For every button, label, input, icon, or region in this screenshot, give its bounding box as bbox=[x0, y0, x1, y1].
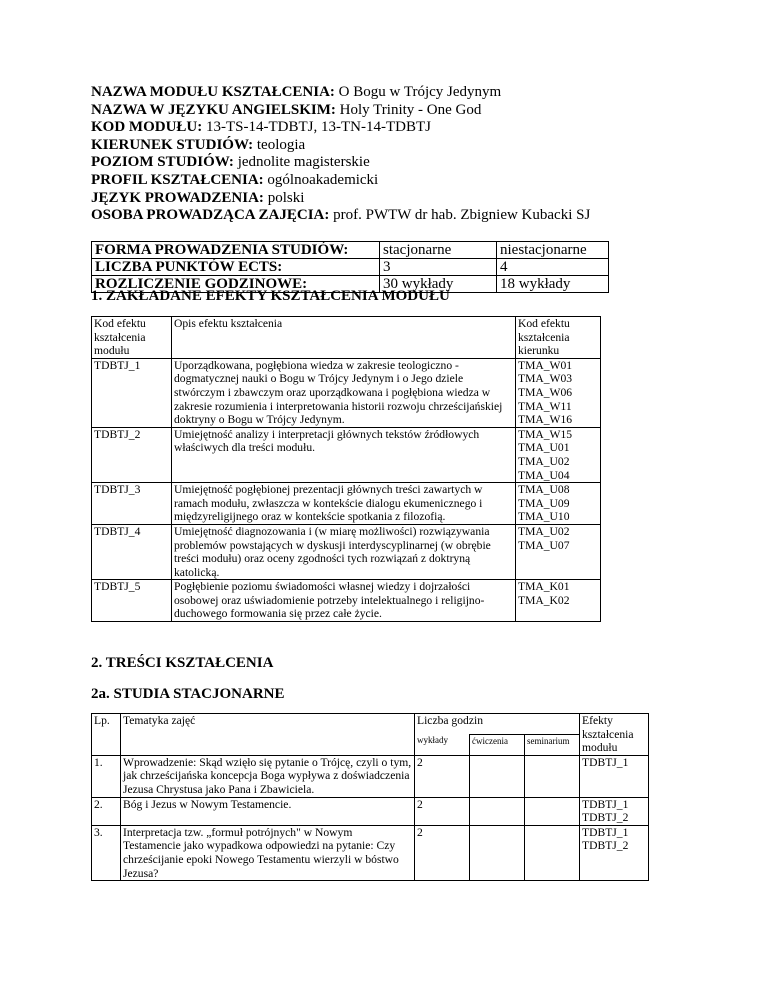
topic: Wprowadzenie: Skąd wzięło się pytanie o Trójcę, czyli o tym, jak chrześcijańska koncepcja Boga wypływa z doświadczenia Jezusa Chrystusa jako Pana i Zbawiciela. bbox=[121, 755, 415, 797]
topic: Bóg i Jezus w Nowym Testamencie. bbox=[121, 797, 415, 825]
program-codes: TMA_W01 TMA_W03 TMA_W06 TMA_W11 TMA_W16 bbox=[516, 358, 601, 427]
cell: stacjonarne bbox=[380, 242, 497, 259]
header-line: JĘZYK PROWADZENIA: polski bbox=[91, 189, 305, 206]
lecture-hours: 2 bbox=[415, 755, 470, 797]
header-line: PROFIL KSZTAŁCENIA: ogólnoakademicki bbox=[91, 171, 379, 188]
column-header: Tematyka zajęć bbox=[121, 714, 415, 756]
exercise-hours bbox=[470, 825, 525, 880]
outcome-description: Umiejętność diagnozowania i (w miarę możliwości) rozwiązywania problemów powstających w dyskusji interdyscyplinarnej (w obrębie treści modułu) oraz oceny zgodności tych rozwiązań z doktryną katolicką. bbox=[172, 524, 516, 579]
table-row bbox=[92, 524, 601, 579]
header-line: KOD MODUŁU: 13-TS-14-TDBTJ, 13-TN-14-TDBTJ bbox=[91, 119, 431, 136]
outcome-description: Uporządkowana, pogłębiona wiedza w zakresie teologiczno - dogmatycznej nauki o Bogu w Trójcy Jedynym i o Jego dziele stwórczym i zbawczym oraz uporządkowana i pogłębiona wiedza w zakresie rozumienia i interpretowania historii rozwoju chrześcijańskiej doktryny o Bogu w Trójcy Jedynym. bbox=[172, 358, 516, 427]
column-header: Efekty kształcenia modułu bbox=[580, 714, 649, 756]
cell: 4 bbox=[497, 259, 609, 276]
table-row bbox=[92, 259, 609, 276]
row-number: 1. bbox=[92, 755, 121, 797]
lecture-hours: 2 bbox=[415, 825, 470, 880]
subsection-heading: 2a. STUDIA STACJONARNE bbox=[91, 686, 285, 702]
row-label: ROZLICZENIE GODZINOWE: bbox=[92, 276, 380, 293]
outcome-description: Umiejętność pogłębionej prezentacji głównych treści zawartych w ramach modułu, zwłaszcza w kontekście dialogu ekumenicznego i międzyreligijnego oraz w kontekście spotkania z filozofią. bbox=[172, 483, 516, 525]
column-header: Lp. bbox=[92, 714, 121, 756]
header-line: KIERUNEK STUDIÓW: teologia bbox=[91, 136, 306, 153]
program-codes: TMA_U08 TMA_U09 TMA_U10 bbox=[516, 483, 601, 525]
program-codes: TMA_K01 TMA_K02 bbox=[516, 580, 601, 622]
row-label: LICZBA PUNKTÓW ECTS: bbox=[92, 259, 380, 276]
outcome-code: TDBTJ_3 bbox=[92, 483, 172, 525]
section-heading: 1. ZAKŁADANE EFEKTY KSZTAŁCENIA MODUŁU bbox=[91, 288, 450, 304]
module-outcomes: TDBTJ_1 TDBTJ_2 bbox=[580, 825, 649, 880]
outcome-code: TDBTJ_2 bbox=[92, 427, 172, 482]
table-row bbox=[92, 483, 601, 525]
table-row bbox=[92, 755, 649, 797]
table-row bbox=[92, 427, 601, 482]
table-row bbox=[92, 358, 601, 427]
row-number: 3. bbox=[92, 825, 121, 880]
exercise-hours bbox=[470, 755, 525, 797]
column-header: ćwiczenia bbox=[470, 734, 525, 755]
course-content-table bbox=[91, 713, 649, 881]
exercise-hours bbox=[470, 797, 525, 825]
header-line: OSOBA PROWADZĄCA ZAJĘCIA: prof. PWTW dr hab. Zbigniew Kubacki SJ bbox=[91, 207, 591, 224]
seminar-hours bbox=[525, 825, 580, 880]
section-heading: 2. TREŚCI KSZTAŁCENIA bbox=[91, 655, 274, 671]
cell: 18 wykłady bbox=[497, 276, 609, 293]
header-line: NAZWA MODUŁU KSZTAŁCENIA: O Bogu w Trójcy Jedynym bbox=[91, 84, 502, 100]
row-number: 2. bbox=[92, 797, 121, 825]
outcome-description: Umiejętność analizy i interpretacji głównych tekstów źródłowych właściwych dla treści modułu. bbox=[172, 427, 516, 482]
outcome-code: TDBTJ_4 bbox=[92, 524, 172, 579]
module-header bbox=[91, 84, 590, 225]
table-row bbox=[92, 797, 649, 825]
column-header: seminarium bbox=[525, 734, 580, 755]
cell: niestacjonarne bbox=[497, 242, 609, 259]
outcome-code: TDBTJ_5 bbox=[92, 580, 172, 622]
cell: 30 wykłady bbox=[380, 276, 497, 293]
topic: Interpretacja tzw. „formuł potrójnych" w Nowym Testamencie jako wypadkowa odpowiedzi na pytanie: Czy chrześcijanie epoki Nowego Testamentu wierzyli w bóstwo Jezusa? bbox=[121, 825, 415, 880]
column-header: Opis efektu kształcenia bbox=[172, 317, 516, 359]
header-line: POZIOM STUDIÓW: jednolite magisterskie bbox=[91, 154, 370, 171]
seminar-hours bbox=[525, 755, 580, 797]
seminar-hours bbox=[525, 797, 580, 825]
column-header: wykłady bbox=[415, 734, 470, 755]
table-row bbox=[92, 242, 609, 259]
column-header: Liczba godzin bbox=[415, 714, 580, 735]
column-header: Kod efektu kształcenia modułu bbox=[92, 317, 172, 359]
study-form-table bbox=[91, 241, 609, 293]
table-header-row bbox=[92, 714, 649, 735]
table-header-row bbox=[92, 317, 601, 359]
table-row bbox=[92, 580, 601, 622]
column-header: Kod efektu kształcenia kierunku bbox=[516, 317, 601, 359]
outcome-description: Pogłębienie poziomu świadomości własnej wiedzy i dojrzałości osobowej oraz uświadomienie potrzeby intelektualnego i religijno-duchowego formowania się przez całe życie. bbox=[172, 580, 516, 622]
outcome-code: TDBTJ_1 bbox=[92, 358, 172, 427]
lecture-hours: 2 bbox=[415, 797, 470, 825]
cell: 3 bbox=[380, 259, 497, 276]
table-row bbox=[92, 825, 649, 880]
module-outcomes: TDBTJ_1 bbox=[580, 755, 649, 797]
module-outcomes: TDBTJ_1 TDBTJ_2 bbox=[580, 797, 649, 825]
header-line: NAZWA W JĘZYKU ANGIELSKIM: Holy Trinity - One God bbox=[91, 101, 482, 118]
program-codes: TMA_W15 TMA_U01 TMA_U02 TMA_U04 bbox=[516, 427, 601, 482]
row-label: FORMA PROWADZENIA STUDIÓW: bbox=[92, 242, 380, 259]
learning-outcomes-table bbox=[91, 316, 601, 622]
program-codes: TMA_U02 TMA_U07 bbox=[516, 524, 601, 579]
